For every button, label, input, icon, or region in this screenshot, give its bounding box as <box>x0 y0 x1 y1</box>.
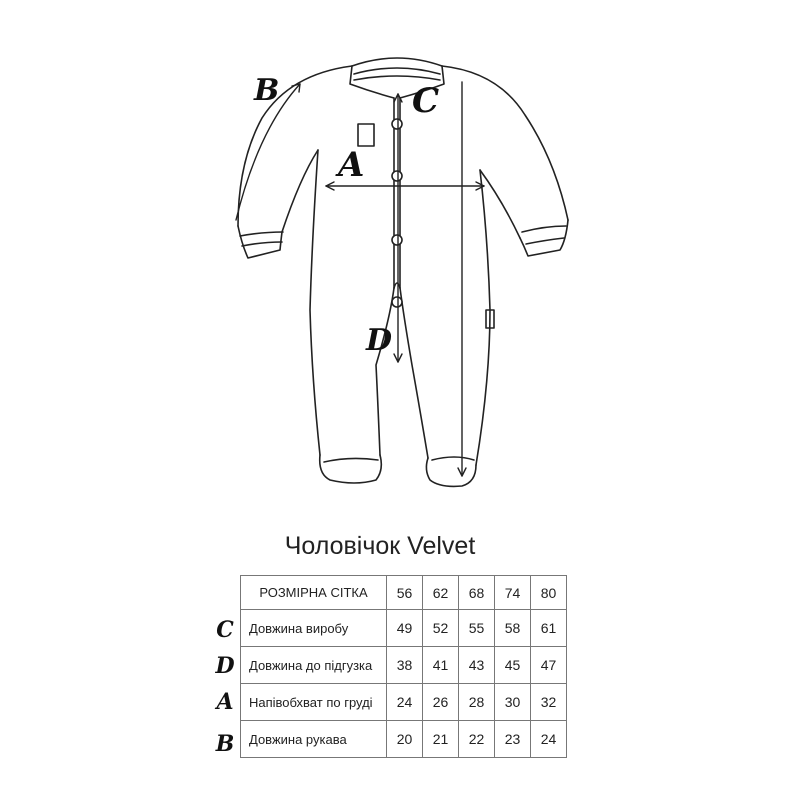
measure-label-c: C <box>412 81 440 121</box>
table-cell: 20 <box>387 721 423 758</box>
table-cell: 55 <box>459 610 495 647</box>
row-label: Довжина рукава <box>241 721 387 758</box>
table-row <box>241 721 567 758</box>
row-code-a: A <box>216 689 234 715</box>
table-cell: 45 <box>495 647 531 684</box>
table-cell: 21 <box>423 721 459 758</box>
row-label: Довжина до підгузка <box>241 647 387 684</box>
table-cell: 26 <box>423 684 459 721</box>
table-cell: 52 <box>423 610 459 647</box>
table-header-label: РОЗМІРНА СІТКА <box>241 576 387 610</box>
table-cell: 61 <box>531 610 567 647</box>
size-header: 80 <box>531 576 567 610</box>
table-cell: 43 <box>459 647 495 684</box>
table-cell: 32 <box>531 684 567 721</box>
size-header: 56 <box>387 576 423 610</box>
row-label: Довжина виробу <box>241 610 387 647</box>
table-cell: 24 <box>387 684 423 721</box>
table-cell: 58 <box>495 610 531 647</box>
table-cell: 30 <box>495 684 531 721</box>
row-code-b: B <box>215 731 235 757</box>
size-header: 62 <box>423 576 459 610</box>
size-header: 74 <box>495 576 531 610</box>
table-cell: 28 <box>459 684 495 721</box>
row-label: Напівобхват по груді <box>241 684 387 721</box>
table-cell: 22 <box>459 721 495 758</box>
table-row <box>241 647 567 684</box>
size-table <box>240 575 567 758</box>
size-header: 68 <box>459 576 495 610</box>
table-cell: 49 <box>387 610 423 647</box>
table-cell: 24 <box>531 721 567 758</box>
table-header-row <box>241 576 567 610</box>
product-title: Чоловічок Velvet <box>284 532 476 560</box>
measure-label-a: A <box>338 145 365 185</box>
table-cell: 23 <box>495 721 531 758</box>
measure-label-b: B <box>254 73 280 108</box>
row-code-c: C <box>216 617 234 643</box>
table-row <box>241 684 567 721</box>
measure-label-d: D <box>366 323 393 358</box>
table-cell: 41 <box>423 647 459 684</box>
table-cell: 38 <box>387 647 423 684</box>
table-cell: 47 <box>531 647 567 684</box>
row-code-d: D <box>215 653 235 679</box>
table-row <box>241 610 567 647</box>
